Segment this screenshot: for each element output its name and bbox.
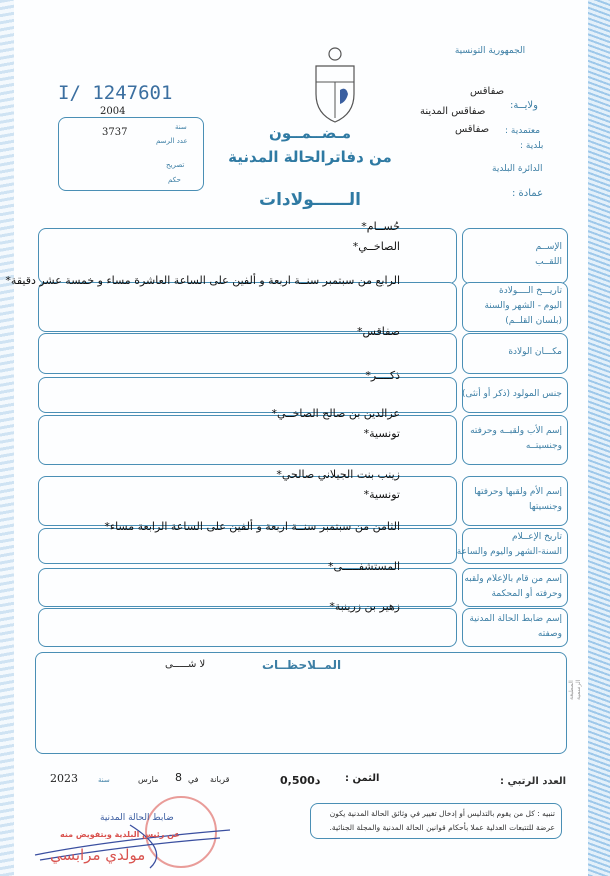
declaration-label: تصريح bbox=[166, 161, 185, 169]
delegation-value: صفاقس المدينة bbox=[420, 106, 486, 117]
municipality-label: بلدية : bbox=[520, 141, 544, 151]
municipality-value: صفاقس bbox=[455, 124, 490, 135]
title-line2: من دفاترالحالة المدنية bbox=[228, 148, 392, 166]
security-border-right bbox=[588, 0, 610, 876]
judgment-label: حكم bbox=[168, 176, 181, 184]
officer-delegation: عن رئيس البلدية وبتفويض منه bbox=[60, 830, 180, 839]
row-value: الصاخــي* bbox=[352, 240, 400, 253]
row-label: السنة-الشهر واليوم والساعة bbox=[456, 547, 562, 557]
row-label: وصفته bbox=[537, 628, 562, 639]
value-box bbox=[38, 415, 457, 465]
row-value: عزالدين بن صالح الصاخــي* bbox=[271, 407, 400, 420]
row-value: حُســام* bbox=[361, 220, 400, 233]
value-box bbox=[38, 608, 457, 647]
place: قربانة bbox=[210, 775, 230, 784]
row-label: إسم ضابط الحالة المدنية bbox=[469, 613, 562, 624]
row-value: زينب بنت الجيلاني صالحي* bbox=[276, 468, 400, 481]
serial-no-label: العدد الرتبي : bbox=[500, 776, 567, 787]
title-line1: مـضــمــون bbox=[269, 124, 351, 142]
row-value: تونسية* bbox=[363, 427, 400, 440]
year-value: 2004 bbox=[100, 106, 126, 117]
day: 8 bbox=[175, 771, 182, 784]
record-no-value: 3737 bbox=[102, 127, 128, 138]
row-label: إسم الأب ولقبــه وحرفته bbox=[470, 426, 562, 436]
on-label: في bbox=[188, 775, 199, 784]
record-no-label: عدد الرسم bbox=[156, 137, 188, 145]
row-label: الإســم bbox=[535, 242, 562, 252]
row-value: الرابع من سبتمبر سنــة اربعة و ألفين على الساعة العاشرة مساء و خمسة عشر دقيقة* bbox=[5, 274, 400, 287]
serial-number: I/ 1247601 bbox=[58, 82, 173, 104]
price-value: 0,500د bbox=[280, 774, 321, 787]
month: مارس bbox=[138, 775, 159, 784]
year-label: سنة bbox=[175, 123, 187, 131]
row-label: وجنسيتها bbox=[529, 502, 562, 512]
price-label: الثمن : bbox=[345, 773, 380, 784]
row-value: الثامن من سبتمبر سنــة اربعة و ألفين على الساعة الرابعة مساء* bbox=[104, 520, 400, 533]
row-value: صفاقس* bbox=[356, 325, 400, 338]
republic-label: الجمهورية التونسية bbox=[454, 46, 526, 56]
row-label: تاريخ الإعــلام bbox=[512, 532, 562, 542]
value-box bbox=[38, 528, 457, 564]
row-label: إسم الأم ولقبها وحرفتها bbox=[474, 487, 562, 497]
governorate-value: صفاقس bbox=[470, 86, 505, 97]
printer-note: المطبعة الرسمية bbox=[568, 679, 582, 700]
row-label: اليوم - الشهر والسنة bbox=[484, 300, 562, 311]
governorate-label: ولايــة: bbox=[510, 100, 538, 111]
row-label: وحرفته أو المحكمة bbox=[491, 588, 562, 599]
coat-of-arms-icon bbox=[312, 42, 358, 124]
row-label: (بلسان القلــم) bbox=[505, 315, 562, 326]
row-label: اللقــب bbox=[535, 257, 562, 267]
warning-box: تنبيه : كل من يقوم بالتدليس أو إدخال تغيير في وثائق الحالة المدنية يكون عرضة للتتبعات العدلية عملا بأحكام قوانين الحالة المدنية والمجلة الجنائية. bbox=[310, 803, 562, 839]
year: 2023 bbox=[50, 772, 78, 785]
row-label: إسم من قام بالإعلام ولقبه bbox=[464, 573, 562, 584]
value-box bbox=[38, 476, 457, 526]
row-value: ذكــــر* bbox=[365, 369, 400, 382]
security-border-left bbox=[0, 0, 14, 876]
row-label: جنس المولود (ذكر أو أنثى) bbox=[461, 388, 562, 399]
imada-label: عمادة : bbox=[512, 188, 544, 199]
row-label: وجنسيتــه bbox=[525, 441, 562, 451]
remarks-label: المــلاحظــات bbox=[262, 658, 342, 672]
value-box bbox=[38, 333, 457, 374]
title-line3: الــــــولادات bbox=[258, 190, 362, 210]
signature-name: مولدي مرابسي bbox=[50, 846, 146, 864]
delegation-label: معتمدية : bbox=[505, 126, 541, 136]
row-value: تونسية* bbox=[363, 488, 400, 501]
year-label-footer: سنة bbox=[98, 776, 110, 784]
row-label: مكـــان الولادة bbox=[508, 347, 562, 357]
remarks-value: لا شـــــى bbox=[165, 659, 206, 670]
row-value: زهير بن زرينبة* bbox=[329, 600, 400, 613]
row-label: تاريـــخ الــــولادة bbox=[499, 285, 562, 296]
officer-title: ضابط الحالة المدنية bbox=[100, 813, 174, 823]
row-value: المستشفـــــى* bbox=[327, 560, 400, 573]
municipal-district-label: الدائرة البلدية bbox=[492, 164, 543, 174]
